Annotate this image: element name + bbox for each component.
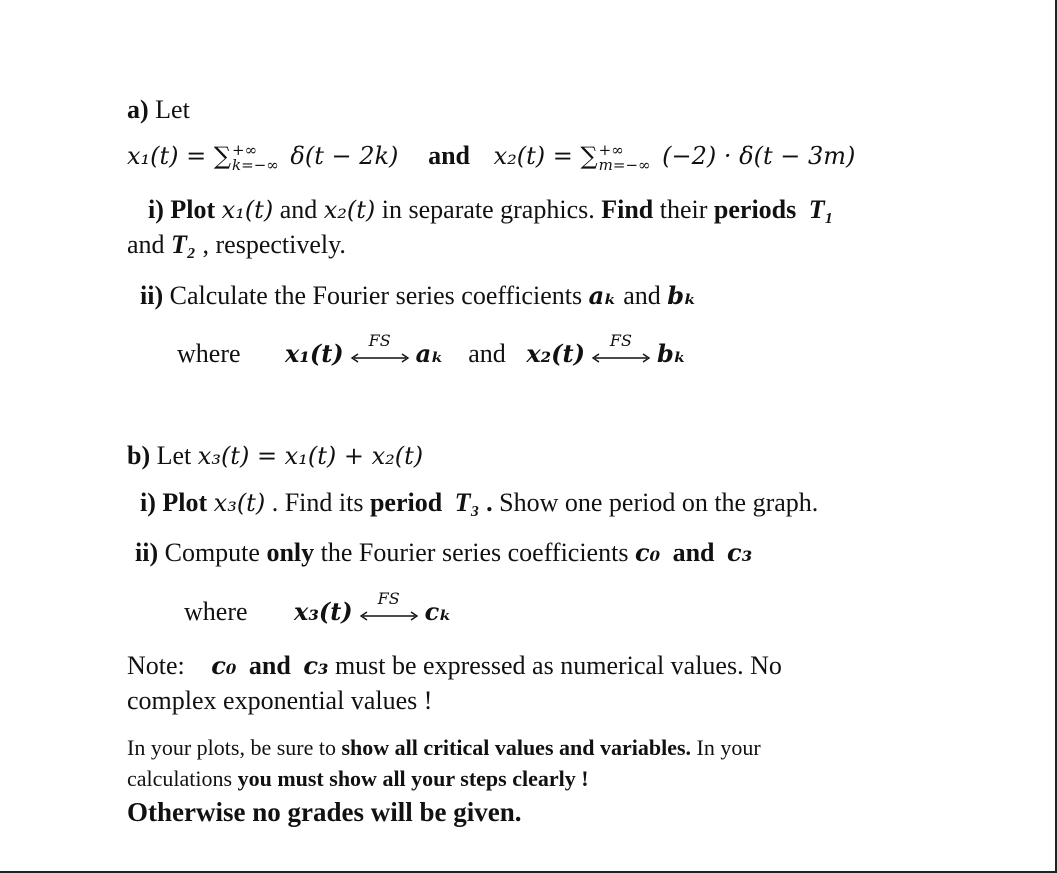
grading-warning: Otherwise no grades will be given. — [127, 797, 522, 827]
x2-sum-limits: +∞ m=−∞ — [598, 140, 651, 174]
part-b-heading: b) Let x₃(t) = x₁(t) + x₂(t) — [127, 441, 424, 470]
part-a-where: where x₁(t) FS aₖ and x₂(t) FS bₖ — [177, 336, 686, 376]
part-a-ii: ii) Calculate the Fourier series coefficients aₖ and bₖ — [140, 281, 697, 310]
part-a-heading: a) Let — [127, 95, 190, 124]
note-line1: Note: c₀ and c₃ must be expressed as numerical values. No — [127, 651, 782, 680]
part-b-i: i) Plot x₃(t) . Find its period T₃ . Show one period on the graph. — [140, 488, 819, 517]
fs-arrow-3: FS — [359, 594, 419, 634]
instructions-line1: In your plots, be sure to show all critical values and variables. In your — [127, 735, 761, 760]
note-line2: complex exponential values ! — [127, 686, 433, 715]
fs-arrow-2: FS — [591, 336, 651, 376]
sum-symbol-2: ∑ — [580, 142, 598, 170]
x1-sum-limits: +∞ k=−∞ — [232, 140, 279, 174]
x1-lhs: x₁(t) = — [127, 142, 214, 170]
instructions-line2: calculations you must show all your steps clearly ! — [127, 766, 589, 791]
part-a-i-line1: i) Plot x₁(t) and x₂(t) in separate graphics. Find their periods T₁ — [148, 195, 834, 224]
signal-definitions — [127, 142, 855, 173]
x2-body: (−2) · δ(t − 3m) — [654, 142, 856, 170]
and-connector: and — [428, 141, 470, 170]
x1-body: δ(t − 2k) — [282, 142, 399, 170]
part-b-ii: ii) Compute only the Fourier series coefficients c₀ and c₃ — [135, 538, 753, 567]
part-b-where: where x₃(t) FS cₖ — [184, 594, 452, 634]
sum-symbol: ∑ — [213, 142, 232, 170]
fs-arrow-1: FS — [350, 336, 410, 376]
x2-lhs: x₂(t) = — [493, 142, 581, 170]
part-a-i-line2: and T₂ , respectively. — [127, 230, 346, 259]
